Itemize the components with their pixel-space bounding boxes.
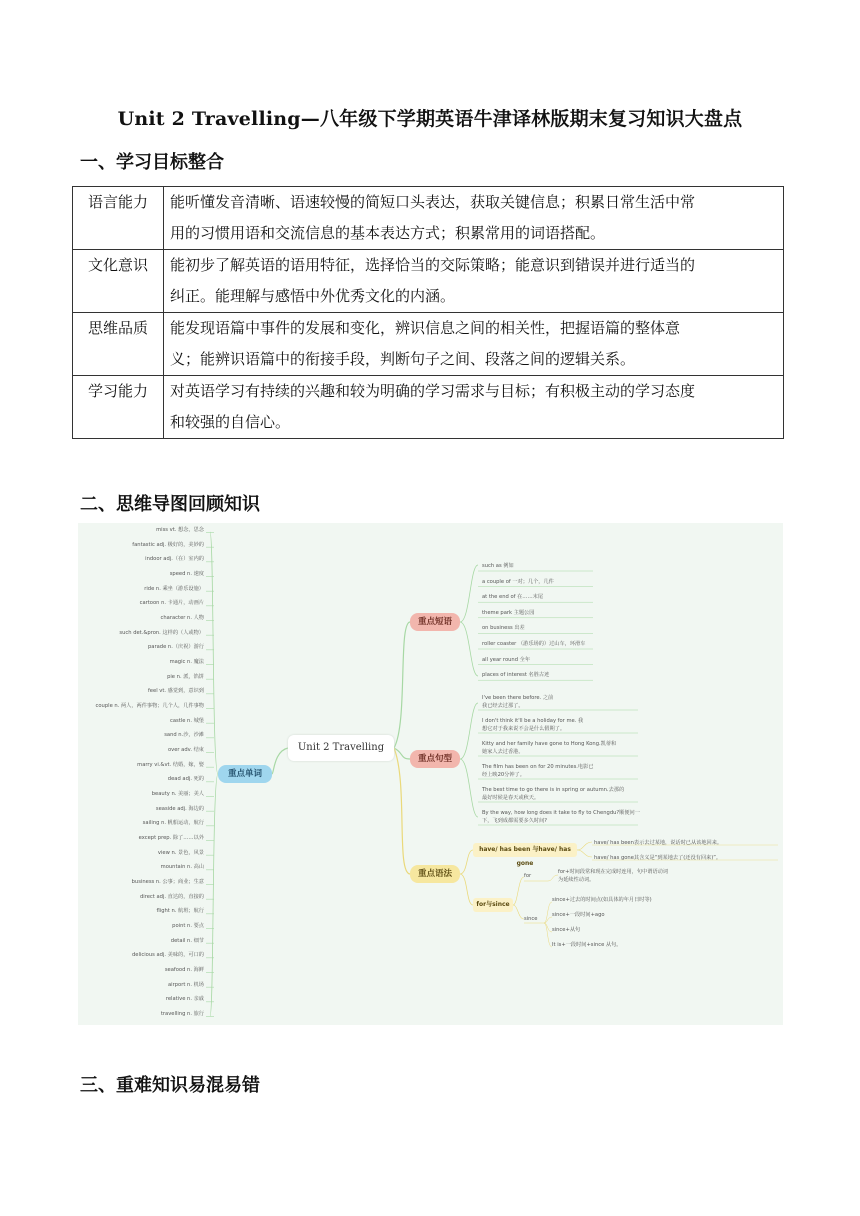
sentence-leaf [482,717,583,733]
since-note: since+从句 [552,927,581,933]
vocab-leaf: ride n. 乘坐（游乐设施） [144,585,204,592]
vocab-leaf: flight n. 航班；航行 [156,908,204,915]
vocab-leaf: relative n. 亲戚 [165,996,204,1003]
vocab-leaf: direct adj. 直达的，直接的 [139,893,204,900]
sentence-zh: 下，飞到成都需要多久时间? [482,818,548,824]
sentence-zh: 她家人去过香港。 [482,749,524,755]
for-note [558,868,668,884]
since-note: since+一段时间+ago [552,912,605,918]
vocab-leaf: feel vt. 感觉到，意识到 [147,688,204,695]
table-row [73,376,784,439]
category-cell: 思维品质 [73,313,164,376]
have-been-note: have/ has been表示去过某地，说话时已从该地回来。 [594,840,723,846]
for-to-note [548,875,558,881]
sentence-en: The film has been on for 20 minutes.电影已 [482,764,594,770]
sentence-en: I don't think it'll be a holiday for me. 我 [482,718,584,724]
vocab-leaf: point n. 要点 [172,923,204,929]
phrase-leaf: all year round 全年 [482,656,531,663]
phrase-leaf: such as 例如 [482,563,514,569]
sentence-trunk-up [460,703,478,759]
since-note: since+过去的时间点(如具体的年月日时等) [552,897,652,903]
mind-map [78,523,783,1025]
sentence-leaf [482,763,594,779]
description-line: 和较强的自信心。 [170,413,291,431]
sentence-zh: 经上映20分钟了。 [482,772,525,778]
vocab-leaf: delicious adj. 美味的，可口的 [132,952,204,959]
vocab-leaf: beauty n. 美丽；美人 [151,791,204,797]
document-title: Unit 2 Travelling—八年级下学期英语牛津译林版期末复习知识大盘点 [117,108,743,130]
vocab-leaf: sailing n. 帆船运动，航行 [142,820,204,827]
have-to-gone [577,850,592,857]
phrase-leaf: a couple of 一对；几个，几件 [482,578,554,585]
phrase-trunk-down [460,622,478,676]
phrase-leaf: on business 出差 [482,625,525,632]
vocab-leaf: sand n.沙，沙滩 [164,732,204,739]
sentence-leaf [482,809,640,825]
have-gone-note: have/ has gone其含义是“到某地去了(还没有回来)”。 [594,855,722,861]
vocab-leaf: parade n.（庆祝）游行 [148,644,204,651]
table-row [73,313,784,376]
have-to-been [577,842,592,850]
category-cell: 语言能力 [73,187,164,250]
vocab-leaf: airport n. 机场 [168,981,204,988]
vocab-leaf: such det.&pron. 这样的（人或物） [119,629,204,636]
vocab-trunk-down [210,774,218,1016]
vocab-leaf: cartoon n. 卡通片，动画片 [139,600,204,607]
description-line: 对英语学习有持续的兴趣和较为明确的学习需求与目标；有积极主动的学习态度 [170,382,696,400]
grammar-to-forsince [460,874,473,905]
since-to-note [544,923,552,947]
vocab-leaf: couple n. 两人，两件事物；几个人，几件事物 [95,703,204,709]
vocab-leaf: seafood n. 海鲜 [164,967,204,973]
sentence-zh: 我已经去过那了。 [482,703,524,709]
phrase-leaf: roller coaster （游乐场的）过山车，环滑车 [482,641,586,647]
section-heading-mindmap: 二、思维导图回顾知识 [80,494,260,515]
category-cell: 文化意识 [73,250,164,313]
description-cell [164,250,784,313]
vocab-leaf: speed n. 速度 [169,571,204,577]
description-line: 用的习惯用语和交流信息的基本表达方式；积累常用的词语搭配。 [170,224,606,242]
vocab-leaf: marry vi.&vt. 结婚，嫁，娶 [137,761,204,768]
vocab-leaf: travelling n. 旅行 [160,1011,204,1017]
description-line: 能听懂发音清晰、语速较慢的简短口头表达，获取关键信息；积累日常生活中常 [170,193,696,211]
have-been-gone-node: have/ has been 与have/ has gone [473,843,577,857]
vocab-leaf: detail n. 细节 [170,937,204,944]
phrase-leaf: at the end of 在……末尾 [482,594,544,601]
phrase-leaf: places of interest 名胜古迹 [482,672,550,679]
description-cell [164,376,784,439]
phrases-node: 重点短语 [410,613,460,631]
branch-root-grammar [394,748,410,874]
grammar-node: 重点语法 [410,865,460,883]
for-label: for [524,873,532,879]
vocab-leaf: miss vt. 想念，思念 [156,527,204,533]
sentences-node: 重点句型 [410,750,460,768]
phrase-trunk-up [460,565,478,622]
sentence-leaf [482,740,616,756]
since-note: It is+一段时间+since 从句。 [552,942,622,948]
sentence-leaf [482,694,553,710]
vocab-leaf: fantastic adj. 极好的，美妙的 [132,541,204,548]
description-cell [164,187,784,250]
grammar-to-have [460,850,473,874]
description-line: 义；能辨识语篇中的衔接手段，判断句子之间、段落之间的逻辑关系。 [170,350,636,368]
vocab-leaf: pie n. 派，馅饼 [167,673,204,680]
vocab-leaf: business n. 公事；商业；生意 [131,879,204,885]
sentence-en: By the way, how long does it take to fly to Chengdu?顺便问一 [482,810,640,816]
vocab-leaf: magic n. 魔法 [169,659,204,665]
for-note-line: 为延续性动词。 [558,877,595,883]
sentence-en: The best time to go there is in spring or autumn.去那的 [482,787,625,793]
section-heading-goals: 一、学习目标整合 [80,152,224,173]
sentence-leaf [482,786,624,802]
sentence-en: Kitty and her family have gone to Hong Kong.凯蒂和 [482,741,617,747]
description-cell [164,313,784,376]
sentence-zh: 想它对于我来说不会是什么假期了。 [482,726,566,732]
branch-root-phrases [394,622,410,748]
vocab-leaf: view n. 景色，风景 [157,849,204,856]
sentence-en: I've been there before. 之前 [482,695,554,701]
vocab-leaf: mountain n. 高山 [160,864,204,871]
branch-root-vocab [272,748,288,774]
for-note-line: for+时间段常和现在完成时连用，句中谓语动词 [558,869,669,875]
forsince-to-for [513,877,524,905]
table-row [73,187,784,250]
section-heading-errors: 三、重难知识易混易错 [80,1075,260,1096]
category-cell: 学习能力 [73,376,164,439]
since-label: since [524,916,538,922]
forsince-to-since [513,905,524,919]
for-since-node: for与since [473,898,513,912]
sentence-zh: 最好时候是春天或秋天。 [482,795,540,801]
vocab-leaf: seaside adj. 海边的 [155,805,204,812]
vocab-leaf: except prep. 除了……以外 [138,835,204,841]
vocab-leaf: over adv. 结束 [167,747,204,753]
vocab-leaf: dead adj. 死的 [167,776,204,783]
vocab-leaf: indoor adj.（在）室内的 [145,556,204,563]
description-line: 纠正。能理解与感悟中外优秀文化的内涵。 [170,287,456,305]
vocab-leaf: castle n. 城堡 [169,717,204,724]
goals-table [72,186,784,439]
vocab-leaf: character n. 人物 [160,615,204,621]
vocab-node: 重点单词 [218,765,272,783]
mind-map-branches [78,523,783,1025]
sentence-trunk-down [460,759,478,817]
table-row [73,250,784,313]
mind-map-root: Unit 2 Travelling [288,735,394,761]
phrase-leaf: theme park 主题公园 [482,609,535,616]
description-line: 能发现语篇中事件的发展和变化，辨识信息之间的相关性，把握语篇的整体意 [170,319,681,337]
description-line: 能初步了解英语的语用特征，选择恰当的交际策略；能意识到错误并进行适当的 [170,256,696,274]
